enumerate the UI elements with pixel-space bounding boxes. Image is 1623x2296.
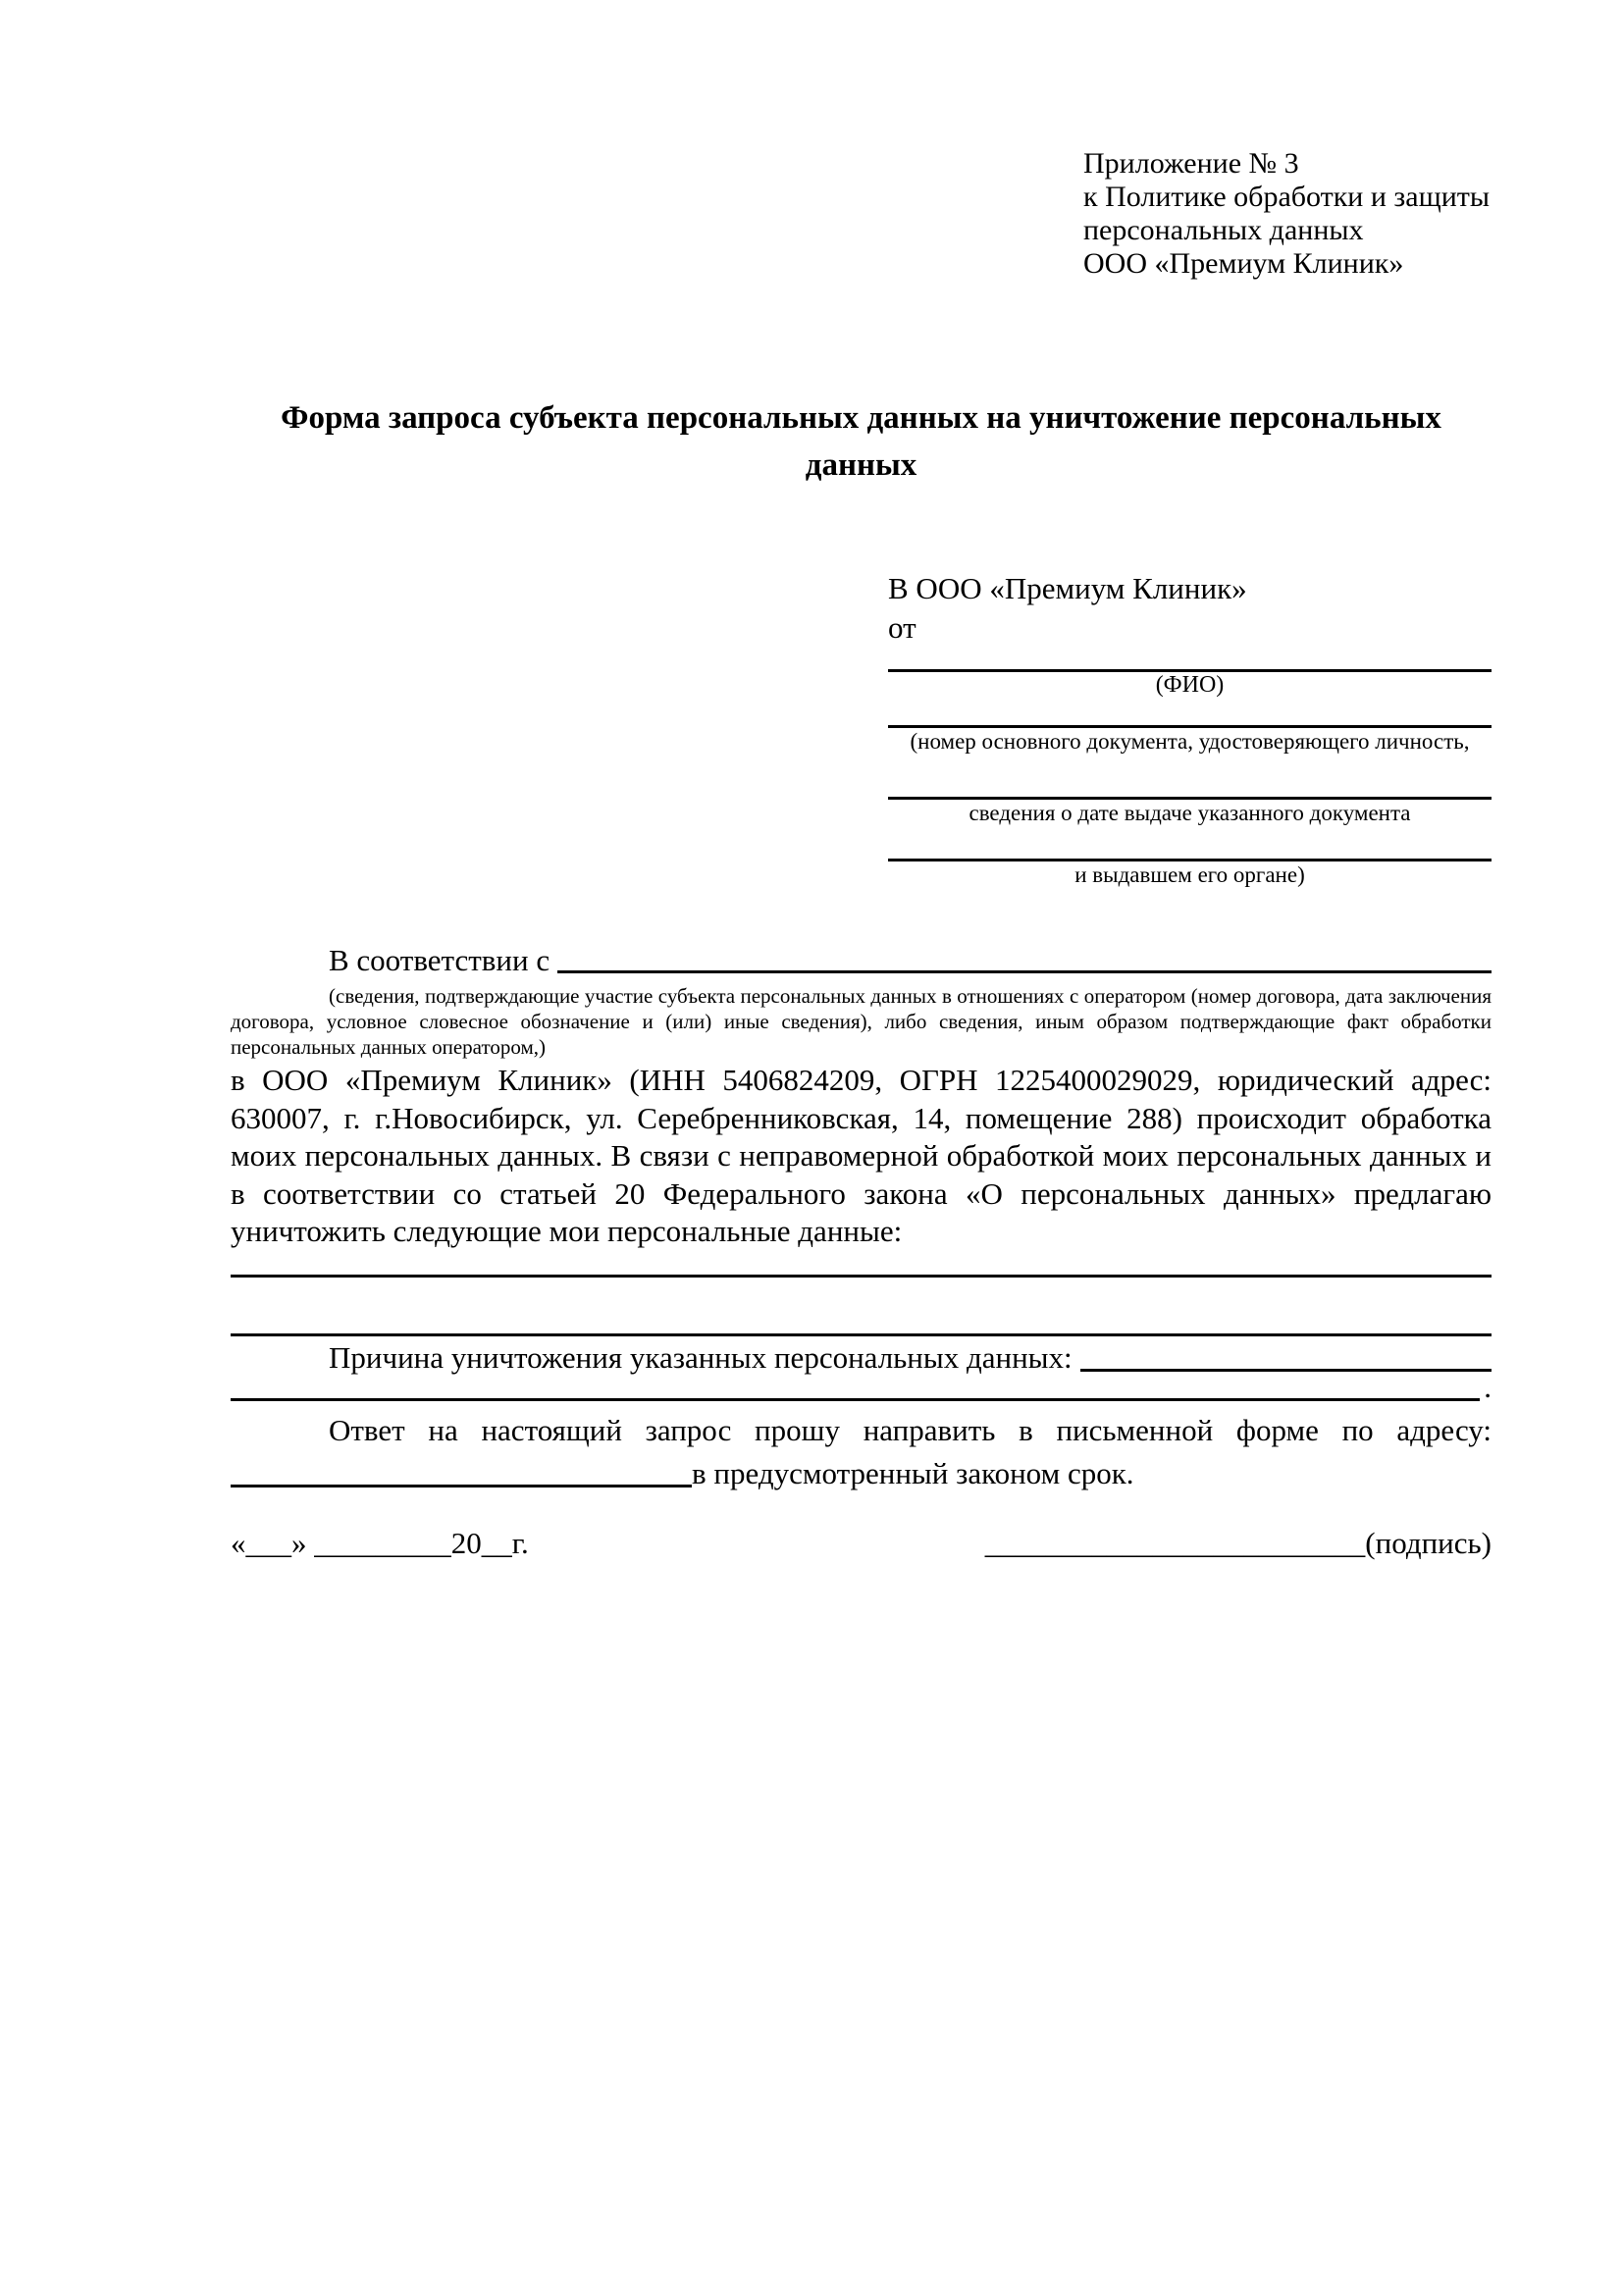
appendix-reference-block: [1083, 147, 1544, 281]
fio-field-caption: (ФИО): [1155, 672, 1225, 698]
address-blank-field-line: [231, 1454, 692, 1487]
reason-blank-field-line: [1080, 1338, 1492, 1372]
document-number-field-caption: (номер основного документа, удостоверяющего личность,: [910, 729, 1470, 754]
issuing-authority-field-caption: и выдавшем его органе): [1074, 862, 1305, 887]
response-request-text: Ответ на настоящий запрос прошу направить в письменной форме по адресу:: [329, 1413, 1492, 1447]
addressee-from-label: от: [888, 610, 916, 645]
reason-period: .: [1484, 1370, 1492, 1404]
signature-blank-field-line: _________________________: [984, 1526, 1366, 1560]
issue-date-field-caption: сведения о дате выдаче указанного документа: [969, 801, 1411, 825]
appendix-line: к Политике обработки и защиты: [1083, 181, 1491, 213]
accordance-lead-text: В соответствии с: [329, 943, 550, 977]
appendix-line: Приложение № 3: [1083, 147, 1299, 180]
signature-caption: (подпись): [1365, 1526, 1492, 1560]
page-title: Форма запроса субъекта персональных данных на уничтожение персональных данных: [281, 400, 1441, 483]
reason-label: Причина уничтожения указанных персональных данных:: [329, 1340, 1073, 1375]
appendix-line: ООО «Премиум Клиник»: [1083, 247, 1404, 280]
accordance-note: (сведения, подтверждающие участие субъекта персональных данных в отношениях с оператором (номер договора, дата заключения договора, условное словесное обозначение и (или) иные сведения), либо сведения, иным образом подтверждающие факт обработки персональных данных оператором,): [231, 984, 1492, 1059]
signature-group: [985, 1524, 1492, 1563]
addressee-organization: В ООО «Премиум Клиник»: [888, 571, 1247, 605]
date-signature-row: [231, 1524, 1492, 1563]
addressee-block: [888, 569, 1492, 888]
appendix-line: персональных данных: [1083, 214, 1364, 246]
response-address-row: [231, 1454, 1492, 1493]
date-placeholder: «___» _________20__г.: [231, 1526, 529, 1560]
reason-continuation-row: [231, 1368, 1492, 1407]
accordance-row: [231, 940, 1492, 981]
body-paragraph: в ООО «Премиум Клиник» (ИНН 5406824209, ОГРН 1225400029029, юридический адрес: 630007, г. г.Новосибирск, ул. Серебренниковская, 14, помещение 288) происходит обработка моих персональных данных. В связи с неправомерной обработкой моих персональных данных и в соответствии со статьей 20 Федерального закона «О персональных данных» предлагаю уничтожить следующие мои персональные данные:: [231, 1063, 1492, 1248]
accordance-blank-field-line: [557, 940, 1492, 973]
reason-blank-field-line-2: [231, 1368, 1480, 1401]
personal-data-blank-line-2: [231, 1333, 1492, 1336]
personal-data-blank-line-1: [231, 1275, 1492, 1278]
response-suffix-text: в предусмотренный законом срок.: [692, 1456, 1134, 1490]
